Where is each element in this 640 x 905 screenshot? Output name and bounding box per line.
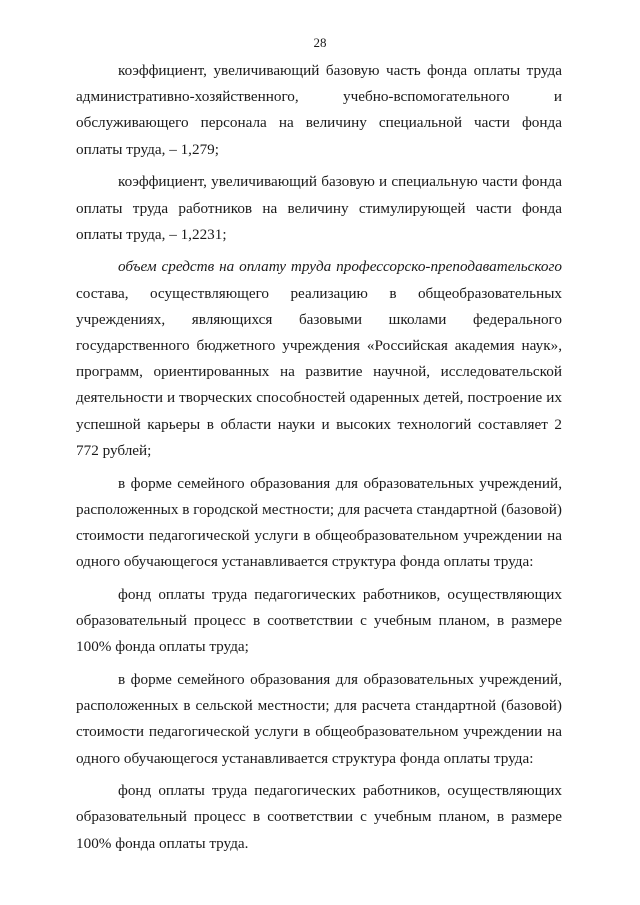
- paragraph-volume-funds-italic: объем средств на оплату труда профессорско-преподавательского: [118, 258, 562, 276]
- paragraph-payroll-rural: фонд оплаты труда педагогических работников, осуществляющих образовательный процесс в соответствии с учебным планом, в размере 100% фонда оплаты труда.: [76, 782, 562, 852]
- paragraph-volume-funds: [76, 254, 562, 464]
- paragraph-family-education-urban: в форме семейного образования для образовательных учреждений, расположенных в городской местности; для расчета стандартной (базовой) стоимости педагогической услуги в общеобразовательном учреждении на одного обучающегося устанавливается структура фонда оплаты труда:: [76, 474, 562, 571]
- paragraph-family-education-rural: в форме семейного образования для образовательных учреждений, расположенных в сельской местности; для расчета стандартной (базовой) стоимости педагогической услуги в общеобразовательном учреждении на одного обучающегося устанавливается структура фонда оплаты труда:: [76, 670, 562, 767]
- page-number: 28: [313, 35, 327, 50]
- paragraph-coefficient-special: коэффициент, увеличивающий базовую и специальную части фонда оплаты труда работников на величину стимулирующей части фонда оплаты труда, – 1,2231;: [76, 173, 562, 243]
- paragraph-coefficient-base: коэффициент, увеличивающий базовую часть фонда оплаты труда административно-хозяйственного, учебно-вспомогательного и обслуживающего персонала на величину специальной части фонда оплаты труда, – 1,279;: [76, 62, 562, 158]
- paragraph-volume-funds-text: состава, осуществляющего реализацию в общеобразовательных учреждениях, являющихся базовыми школами федерального государственного бюджетного учреждения «Российская академия наук», программ, ориентированных на развитие научной, исследовательской деятельности и творческих способностей одаренных детей, построение их успешной карьеры в области науки и высоких технологий составляет 2 772 рублей;: [76, 284, 562, 459]
- document-body: [76, 58, 562, 863]
- paragraph-payroll-urban: фонд оплаты труда педагогических работников, осуществляющих образовательный процесс в соответствии с учебным планом, в размере 100% фонда оплаты труда;: [76, 585, 562, 656]
